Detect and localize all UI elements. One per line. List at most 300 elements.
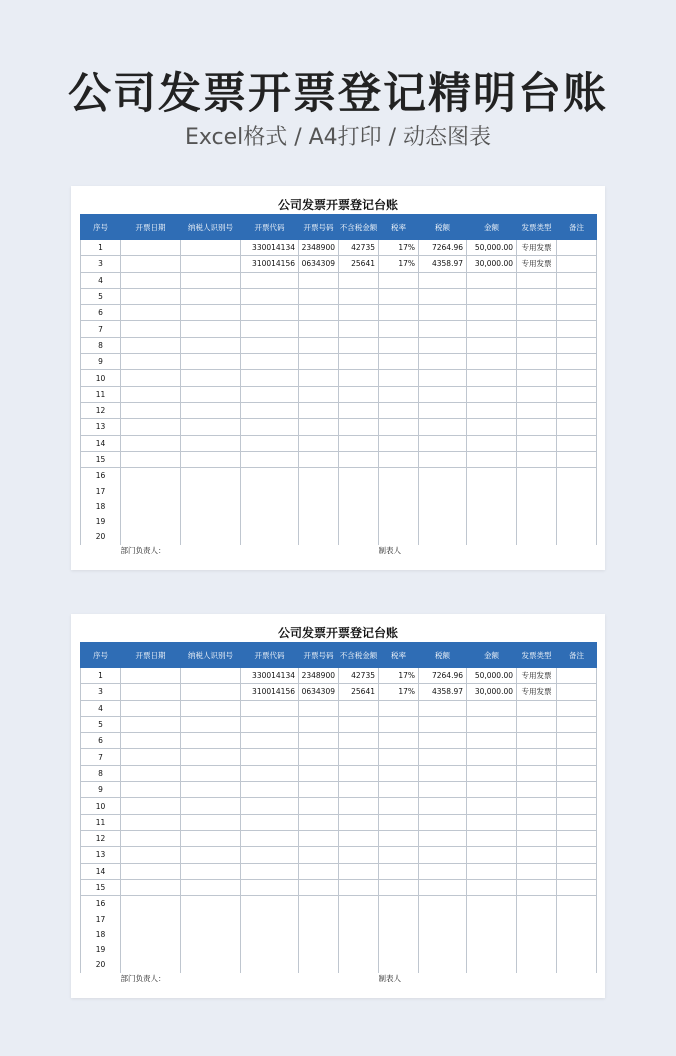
invoice-date-cell[interactable] [121, 668, 181, 684]
invoice-type-cell[interactable] [517, 863, 557, 879]
taxpayer-id-cell[interactable] [181, 468, 241, 484]
remark-cell[interactable] [557, 370, 597, 386]
remark-cell[interactable] [557, 733, 597, 749]
remark-cell[interactable] [557, 337, 597, 353]
row-number-cell[interactable]: 4 [81, 272, 121, 288]
invoice-number-cell[interactable] [299, 896, 339, 912]
invoice-number-cell[interactable] [299, 749, 339, 765]
invoice-date-cell[interactable] [121, 814, 181, 830]
total-amount-cell[interactable] [467, 847, 517, 863]
total-amount-cell[interactable] [467, 879, 517, 895]
pretax-amount-cell[interactable] [339, 863, 379, 879]
row-number-cell[interactable]: 20 [81, 529, 121, 544]
total-amount-cell[interactable] [467, 483, 517, 498]
tax-rate-cell[interactable] [379, 765, 419, 781]
total-amount-cell[interactable] [467, 814, 517, 830]
tax-rate-cell[interactable] [379, 942, 419, 957]
invoice-date-cell[interactable] [121, 684, 181, 700]
invoice-code-cell[interactable] [241, 847, 299, 863]
invoice-number-cell[interactable] [299, 370, 339, 386]
invoice-code-cell[interactable] [241, 370, 299, 386]
invoice-number-cell[interactable] [299, 847, 339, 863]
tax-amount-cell[interactable] [419, 798, 467, 814]
row-number-cell[interactable]: 3 [81, 256, 121, 272]
remark-cell[interactable] [557, 529, 597, 544]
remark-cell[interactable] [557, 668, 597, 684]
invoice-code-cell[interactable] [241, 911, 299, 926]
tax-amount-cell[interactable] [419, 321, 467, 337]
invoice-code-cell[interactable] [241, 354, 299, 370]
total-amount-cell[interactable] [467, 863, 517, 879]
tax-rate-cell[interactable]: 17% [379, 240, 419, 256]
invoice-type-cell[interactable] [517, 451, 557, 467]
total-amount-cell[interactable]: 30,000.00 [467, 684, 517, 700]
tax-amount-cell[interactable] [419, 942, 467, 957]
remark-cell[interactable] [557, 402, 597, 418]
taxpayer-id-cell[interactable] [181, 514, 241, 529]
pretax-amount-cell[interactable]: 42735 [339, 240, 379, 256]
tax-amount-cell[interactable] [419, 749, 467, 765]
total-amount-cell[interactable]: 30,000.00 [467, 256, 517, 272]
invoice-number-cell[interactable] [299, 765, 339, 781]
taxpayer-id-cell[interactable] [181, 668, 241, 684]
row-number-cell[interactable]: 9 [81, 782, 121, 798]
invoice-code-cell[interactable] [241, 529, 299, 544]
tax-rate-cell[interactable] [379, 386, 419, 402]
taxpayer-id-cell[interactable] [181, 419, 241, 435]
pretax-amount-cell[interactable] [339, 879, 379, 895]
row-number-cell[interactable]: 14 [81, 863, 121, 879]
tax-amount-cell[interactable] [419, 700, 467, 716]
tax-amount-cell[interactable] [419, 288, 467, 304]
invoice-code-cell[interactable] [241, 435, 299, 451]
taxpayer-id-cell[interactable] [181, 483, 241, 498]
tax-rate-cell[interactable] [379, 847, 419, 863]
remark-cell[interactable] [557, 749, 597, 765]
total-amount-cell[interactable] [467, 419, 517, 435]
tax-rate-cell[interactable] [379, 927, 419, 942]
invoice-date-cell[interactable] [121, 830, 181, 846]
total-amount-cell[interactable] [467, 896, 517, 912]
taxpayer-id-cell[interactable] [181, 847, 241, 863]
row-number-cell[interactable]: 5 [81, 288, 121, 304]
tax-rate-cell[interactable] [379, 830, 419, 846]
pretax-amount-cell[interactable] [339, 765, 379, 781]
invoice-date-cell[interactable] [121, 749, 181, 765]
taxpayer-id-cell[interactable] [181, 942, 241, 957]
total-amount-cell[interactable]: 50,000.00 [467, 240, 517, 256]
invoice-code-cell[interactable] [241, 514, 299, 529]
invoice-type-cell[interactable] [517, 927, 557, 942]
tax-rate-cell[interactable] [379, 354, 419, 370]
invoice-code-cell[interactable] [241, 716, 299, 732]
taxpayer-id-cell[interactable] [181, 814, 241, 830]
tax-rate-cell[interactable] [379, 733, 419, 749]
remark-cell[interactable] [557, 256, 597, 272]
tax-amount-cell[interactable]: 4358.97 [419, 684, 467, 700]
invoice-type-cell[interactable] [517, 529, 557, 544]
row-number-cell[interactable]: 5 [81, 716, 121, 732]
invoice-type-cell[interactable]: 专用发票 [517, 240, 557, 256]
invoice-number-cell[interactable] [299, 337, 339, 353]
taxpayer-id-cell[interactable] [181, 386, 241, 402]
row-number-cell[interactable]: 13 [81, 847, 121, 863]
invoice-number-cell[interactable] [299, 386, 339, 402]
taxpayer-id-cell[interactable] [181, 240, 241, 256]
invoice-type-cell[interactable] [517, 957, 557, 972]
remark-cell[interactable] [557, 305, 597, 321]
invoice-type-cell[interactable] [517, 765, 557, 781]
invoice-code-cell[interactable] [241, 798, 299, 814]
total-amount-cell[interactable] [467, 386, 517, 402]
invoice-type-cell[interactable] [517, 337, 557, 353]
tax-amount-cell[interactable] [419, 305, 467, 321]
invoice-date-cell[interactable] [121, 847, 181, 863]
invoice-number-cell[interactable] [299, 402, 339, 418]
invoice-number-cell[interactable] [299, 879, 339, 895]
total-amount-cell[interactable] [467, 451, 517, 467]
total-amount-cell[interactable] [467, 272, 517, 288]
invoice-code-cell[interactable] [241, 782, 299, 798]
invoice-number-cell[interactable] [299, 305, 339, 321]
invoice-code-cell[interactable] [241, 386, 299, 402]
invoice-date-cell[interactable] [121, 451, 181, 467]
invoice-code-cell[interactable] [241, 927, 299, 942]
invoice-code-cell[interactable]: 330014134 [241, 668, 299, 684]
invoice-type-cell[interactable] [517, 814, 557, 830]
invoice-date-cell[interactable] [121, 386, 181, 402]
invoice-date-cell[interactable] [121, 957, 181, 972]
tax-amount-cell[interactable] [419, 782, 467, 798]
tax-rate-cell[interactable] [379, 402, 419, 418]
pretax-amount-cell[interactable]: 25641 [339, 684, 379, 700]
tax-amount-cell[interactable] [419, 499, 467, 514]
remark-cell[interactable] [557, 957, 597, 972]
tax-amount-cell[interactable] [419, 896, 467, 912]
remark-cell[interactable] [557, 499, 597, 514]
invoice-date-cell[interactable] [121, 514, 181, 529]
total-amount-cell[interactable] [467, 927, 517, 942]
tax-rate-cell[interactable] [379, 483, 419, 498]
tax-amount-cell[interactable] [419, 847, 467, 863]
row-number-cell[interactable]: 18 [81, 499, 121, 514]
invoice-number-cell[interactable] [299, 354, 339, 370]
pretax-amount-cell[interactable] [339, 847, 379, 863]
invoice-code-cell[interactable] [241, 830, 299, 846]
tax-amount-cell[interactable] [419, 483, 467, 498]
taxpayer-id-cell[interactable] [181, 927, 241, 942]
invoice-code-cell[interactable] [241, 337, 299, 353]
taxpayer-id-cell[interactable] [181, 879, 241, 895]
tax-amount-cell[interactable] [419, 927, 467, 942]
invoice-type-cell[interactable] [517, 896, 557, 912]
taxpayer-id-cell[interactable] [181, 765, 241, 781]
row-number-cell[interactable]: 1 [81, 240, 121, 256]
invoice-type-cell[interactable]: 专用发票 [517, 256, 557, 272]
invoice-number-cell[interactable]: 0634309 [299, 684, 339, 700]
taxpayer-id-cell[interactable] [181, 256, 241, 272]
total-amount-cell[interactable] [467, 354, 517, 370]
tax-amount-cell[interactable] [419, 957, 467, 972]
invoice-number-cell[interactable] [299, 700, 339, 716]
invoice-type-cell[interactable] [517, 354, 557, 370]
tax-amount-cell[interactable] [419, 716, 467, 732]
invoice-number-cell[interactable] [299, 927, 339, 942]
invoice-date-cell[interactable] [121, 337, 181, 353]
invoice-number-cell[interactable] [299, 529, 339, 544]
pretax-amount-cell[interactable] [339, 337, 379, 353]
taxpayer-id-cell[interactable] [181, 733, 241, 749]
pretax-amount-cell[interactable] [339, 782, 379, 798]
taxpayer-id-cell[interactable] [181, 700, 241, 716]
tax-rate-cell[interactable] [379, 896, 419, 912]
pretax-amount-cell[interactable] [339, 814, 379, 830]
invoice-type-cell[interactable]: 专用发票 [517, 684, 557, 700]
total-amount-cell[interactable] [467, 942, 517, 957]
invoice-number-cell[interactable] [299, 321, 339, 337]
remark-cell[interactable] [557, 468, 597, 484]
tax-rate-cell[interactable] [379, 370, 419, 386]
invoice-code-cell[interactable] [241, 942, 299, 957]
invoice-number-cell[interactable] [299, 716, 339, 732]
tax-amount-cell[interactable] [419, 419, 467, 435]
invoice-type-cell[interactable] [517, 879, 557, 895]
taxpayer-id-cell[interactable] [181, 896, 241, 912]
invoice-type-cell[interactable] [517, 700, 557, 716]
remark-cell[interactable] [557, 700, 597, 716]
tax-amount-cell[interactable] [419, 830, 467, 846]
pretax-amount-cell[interactable] [339, 716, 379, 732]
total-amount-cell[interactable] [467, 435, 517, 451]
taxpayer-id-cell[interactable] [181, 321, 241, 337]
invoice-number-cell[interactable] [299, 798, 339, 814]
tax-amount-cell[interactable] [419, 529, 467, 544]
invoice-type-cell[interactable] [517, 288, 557, 304]
invoice-type-cell[interactable] [517, 782, 557, 798]
tax-rate-cell[interactable] [379, 798, 419, 814]
remark-cell[interactable] [557, 879, 597, 895]
invoice-code-cell[interactable] [241, 957, 299, 972]
tax-rate-cell[interactable] [379, 749, 419, 765]
taxpayer-id-cell[interactable] [181, 830, 241, 846]
row-number-cell[interactable]: 10 [81, 370, 121, 386]
invoice-date-cell[interactable] [121, 863, 181, 879]
invoice-date-cell[interactable] [121, 700, 181, 716]
invoice-code-cell[interactable] [241, 499, 299, 514]
tax-rate-cell[interactable]: 17% [379, 256, 419, 272]
tax-rate-cell[interactable]: 17% [379, 668, 419, 684]
remark-cell[interactable] [557, 240, 597, 256]
remark-cell[interactable] [557, 451, 597, 467]
invoice-code-cell[interactable] [241, 483, 299, 498]
invoice-date-cell[interactable] [121, 272, 181, 288]
total-amount-cell[interactable] [467, 529, 517, 544]
invoice-date-cell[interactable] [121, 896, 181, 912]
tax-rate-cell[interactable] [379, 419, 419, 435]
row-number-cell[interactable]: 14 [81, 435, 121, 451]
invoice-type-cell[interactable] [517, 749, 557, 765]
invoice-code-cell[interactable] [241, 402, 299, 418]
invoice-number-cell[interactable] [299, 435, 339, 451]
taxpayer-id-cell[interactable] [181, 435, 241, 451]
invoice-date-cell[interactable] [121, 942, 181, 957]
invoice-number-cell[interactable]: 2348900 [299, 240, 339, 256]
total-amount-cell[interactable] [467, 514, 517, 529]
taxpayer-id-cell[interactable] [181, 798, 241, 814]
invoice-date-cell[interactable] [121, 402, 181, 418]
remark-cell[interactable] [557, 514, 597, 529]
tax-rate-cell[interactable] [379, 272, 419, 288]
invoice-type-cell[interactable] [517, 733, 557, 749]
row-number-cell[interactable]: 1 [81, 668, 121, 684]
pretax-amount-cell[interactable] [339, 305, 379, 321]
invoice-code-cell[interactable] [241, 419, 299, 435]
remark-cell[interactable] [557, 765, 597, 781]
taxpayer-id-cell[interactable] [181, 863, 241, 879]
pretax-amount-cell[interactable] [339, 288, 379, 304]
invoice-number-cell[interactable] [299, 514, 339, 529]
tax-amount-cell[interactable]: 4358.97 [419, 256, 467, 272]
total-amount-cell[interactable] [467, 798, 517, 814]
taxpayer-id-cell[interactable] [181, 370, 241, 386]
taxpayer-id-cell[interactable] [181, 911, 241, 926]
tax-amount-cell[interactable] [419, 337, 467, 353]
invoice-code-cell[interactable] [241, 863, 299, 879]
pretax-amount-cell[interactable] [339, 529, 379, 544]
row-number-cell[interactable]: 8 [81, 337, 121, 353]
invoice-type-cell[interactable] [517, 716, 557, 732]
tax-amount-cell[interactable] [419, 435, 467, 451]
tax-amount-cell[interactable] [419, 354, 467, 370]
tax-amount-cell[interactable] [419, 814, 467, 830]
invoice-code-cell[interactable] [241, 305, 299, 321]
remark-cell[interactable] [557, 814, 597, 830]
remark-cell[interactable] [557, 798, 597, 814]
row-number-cell[interactable]: 11 [81, 386, 121, 402]
taxpayer-id-cell[interactable] [181, 272, 241, 288]
invoice-date-cell[interactable] [121, 499, 181, 514]
invoice-code-cell[interactable] [241, 451, 299, 467]
pretax-amount-cell[interactable] [339, 386, 379, 402]
row-number-cell[interactable]: 6 [81, 305, 121, 321]
pretax-amount-cell[interactable] [339, 830, 379, 846]
total-amount-cell[interactable] [467, 305, 517, 321]
invoice-number-cell[interactable] [299, 272, 339, 288]
row-number-cell[interactable]: 7 [81, 321, 121, 337]
total-amount-cell[interactable] [467, 321, 517, 337]
invoice-number-cell[interactable] [299, 499, 339, 514]
pretax-amount-cell[interactable] [339, 435, 379, 451]
row-number-cell[interactable]: 10 [81, 798, 121, 814]
pretax-amount-cell[interactable] [339, 798, 379, 814]
invoice-date-cell[interactable] [121, 483, 181, 498]
taxpayer-id-cell[interactable] [181, 716, 241, 732]
row-number-cell[interactable]: 19 [81, 514, 121, 529]
remark-cell[interactable] [557, 483, 597, 498]
pretax-amount-cell[interactable] [339, 896, 379, 912]
tax-amount-cell[interactable] [419, 451, 467, 467]
total-amount-cell[interactable] [467, 499, 517, 514]
tax-rate-cell[interactable] [379, 814, 419, 830]
invoice-number-cell[interactable] [299, 830, 339, 846]
pretax-amount-cell[interactable] [339, 451, 379, 467]
tax-amount-cell[interactable] [419, 879, 467, 895]
invoice-type-cell[interactable] [517, 419, 557, 435]
invoice-code-cell[interactable]: 310014156 [241, 256, 299, 272]
invoice-type-cell[interactable]: 专用发票 [517, 668, 557, 684]
remark-cell[interactable] [557, 354, 597, 370]
taxpayer-id-cell[interactable] [181, 305, 241, 321]
taxpayer-id-cell[interactable] [181, 782, 241, 798]
pretax-amount-cell[interactable] [339, 321, 379, 337]
invoice-number-cell[interactable] [299, 782, 339, 798]
row-number-cell[interactable]: 13 [81, 419, 121, 435]
total-amount-cell[interactable] [467, 782, 517, 798]
remark-cell[interactable] [557, 830, 597, 846]
row-number-cell[interactable]: 17 [81, 483, 121, 498]
invoice-number-cell[interactable] [299, 483, 339, 498]
taxpayer-id-cell[interactable] [181, 337, 241, 353]
pretax-amount-cell[interactable] [339, 733, 379, 749]
row-number-cell[interactable]: 7 [81, 749, 121, 765]
row-number-cell[interactable]: 9 [81, 354, 121, 370]
invoice-date-cell[interactable] [121, 354, 181, 370]
invoice-date-cell[interactable] [121, 529, 181, 544]
pretax-amount-cell[interactable] [339, 483, 379, 498]
pretax-amount-cell[interactable] [339, 700, 379, 716]
tax-amount-cell[interactable] [419, 863, 467, 879]
tax-rate-cell[interactable] [379, 499, 419, 514]
invoice-number-cell[interactable]: 0634309 [299, 256, 339, 272]
taxpayer-id-cell[interactable] [181, 354, 241, 370]
invoice-type-cell[interactable] [517, 272, 557, 288]
invoice-date-cell[interactable] [121, 256, 181, 272]
row-number-cell[interactable]: 16 [81, 896, 121, 912]
invoice-type-cell[interactable] [517, 483, 557, 498]
invoice-type-cell[interactable] [517, 514, 557, 529]
invoice-number-cell[interactable] [299, 451, 339, 467]
total-amount-cell[interactable] [467, 337, 517, 353]
row-number-cell[interactable]: 12 [81, 402, 121, 418]
tax-rate-cell[interactable] [379, 514, 419, 529]
invoice-type-cell[interactable] [517, 468, 557, 484]
invoice-number-cell[interactable] [299, 957, 339, 972]
total-amount-cell[interactable]: 50,000.00 [467, 668, 517, 684]
total-amount-cell[interactable] [467, 957, 517, 972]
pretax-amount-cell[interactable] [339, 272, 379, 288]
taxpayer-id-cell[interactable] [181, 499, 241, 514]
invoice-type-cell[interactable] [517, 402, 557, 418]
tax-amount-cell[interactable] [419, 765, 467, 781]
invoice-type-cell[interactable] [517, 386, 557, 402]
tax-amount-cell[interactable]: 7264.96 [419, 240, 467, 256]
tax-rate-cell[interactable] [379, 716, 419, 732]
row-number-cell[interactable]: 20 [81, 957, 121, 972]
invoice-type-cell[interactable] [517, 321, 557, 337]
invoice-number-cell[interactable] [299, 419, 339, 435]
invoice-number-cell[interactable] [299, 468, 339, 484]
invoice-date-cell[interactable] [121, 798, 181, 814]
invoice-date-cell[interactable] [121, 733, 181, 749]
invoice-code-cell[interactable] [241, 749, 299, 765]
tax-rate-cell[interactable] [379, 700, 419, 716]
invoice-date-cell[interactable] [121, 435, 181, 451]
row-number-cell[interactable]: 6 [81, 733, 121, 749]
pretax-amount-cell[interactable] [339, 402, 379, 418]
tax-amount-cell[interactable]: 7264.96 [419, 668, 467, 684]
invoice-code-cell[interactable]: 330014134 [241, 240, 299, 256]
remark-cell[interactable] [557, 684, 597, 700]
